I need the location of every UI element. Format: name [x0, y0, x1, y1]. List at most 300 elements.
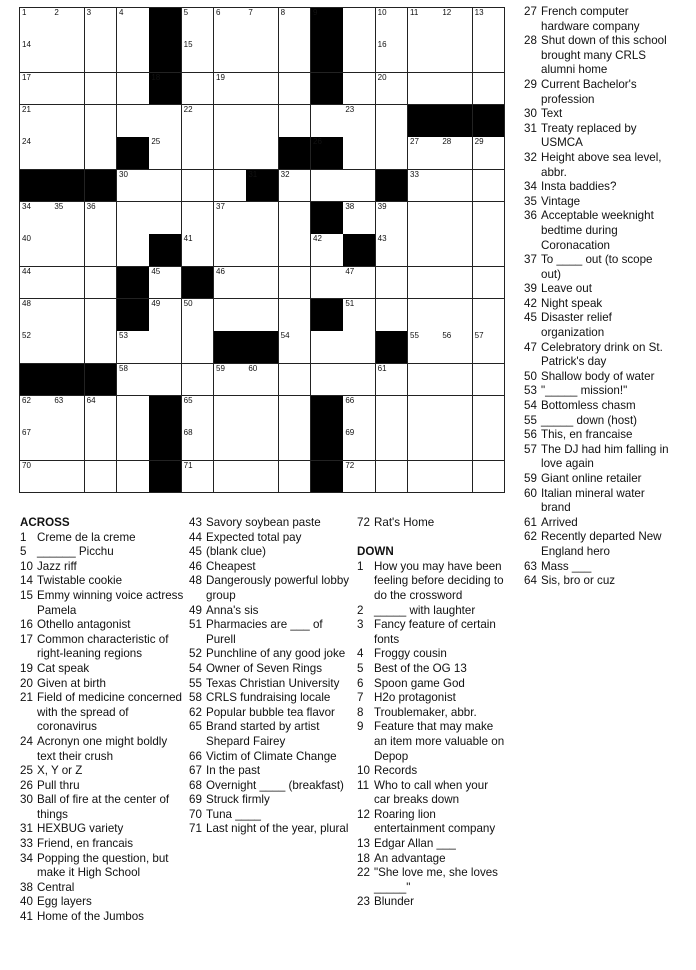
across-clue [189, 808, 354, 823]
across-clue [20, 764, 188, 779]
clue-number: 4 [357, 647, 364, 661]
grid-cell[interactable] [279, 105, 312, 138]
clue-text: Fancy feature of certain fonts [374, 618, 496, 646]
grid-cell[interactable] [52, 40, 85, 73]
grid-cell[interactable] [343, 461, 376, 494]
clue-number: 69 [189, 793, 202, 807]
grid-cell[interactable] [376, 234, 409, 267]
grid-cell[interactable] [246, 364, 279, 397]
grid-cell[interactable] [279, 299, 312, 332]
grid-cell[interactable] [85, 234, 118, 267]
down-clue [357, 779, 505, 808]
grid-cell[interactable] [182, 202, 215, 235]
down-clue [357, 647, 505, 662]
grid-cell[interactable] [343, 331, 376, 364]
grid-cell[interactable] [52, 137, 85, 170]
clue-text: Giant online retailer [541, 472, 642, 485]
clue-number: 35 [524, 194, 537, 208]
grid-cell[interactable] [246, 8, 279, 41]
grid-cell[interactable] [440, 8, 473, 41]
across-clue [20, 793, 188, 822]
grid-cell[interactable] [473, 137, 506, 170]
grid-cell[interactable] [52, 202, 85, 235]
clue-text: Emmy winning voice actress Pamela [37, 588, 184, 617]
grid-cell[interactable] [408, 267, 441, 300]
clue-text: To ____ out (to scope out) [541, 253, 653, 281]
grid-cell[interactable] [473, 364, 506, 397]
grid-cell[interactable] [473, 267, 506, 300]
cell-number: 31 [248, 169, 258, 179]
clue-text: Jazz riff [37, 559, 77, 573]
grid-cell[interactable] [376, 73, 409, 106]
grid-cell[interactable] [279, 364, 312, 397]
down-clue [524, 472, 674, 487]
grid-cell[interactable] [473, 234, 506, 267]
grid-cell[interactable] [20, 299, 53, 332]
grid-cell[interactable] [279, 170, 312, 203]
clue-text: Insta baddies? [541, 180, 617, 194]
cell-number: 54 [280, 331, 290, 341]
cell-number: 67 [22, 428, 31, 438]
grid-block [149, 461, 182, 494]
grid-cell[interactable] [408, 461, 441, 494]
grid-cell[interactable] [214, 299, 247, 332]
grid-cell[interactable] [149, 331, 182, 364]
grid-cell[interactable] [440, 331, 473, 364]
grid-cell[interactable] [85, 105, 118, 138]
grid-cell[interactable] [343, 267, 376, 300]
clue-number: 31 [20, 822, 33, 836]
grid-cell[interactable] [311, 364, 344, 397]
grid-cell[interactable] [149, 202, 182, 235]
grid-cell[interactable] [214, 267, 247, 300]
grid-cell[interactable] [473, 461, 506, 494]
cell-number: 11 [410, 8, 419, 17]
grid-cell[interactable] [149, 170, 182, 203]
across-clue [189, 531, 354, 546]
grid-cell[interactable] [343, 73, 376, 106]
clue-number: 43 [189, 516, 202, 529]
clue-text: In the past [206, 764, 261, 778]
grid-cell[interactable] [85, 8, 118, 41]
clue-number: 71 [189, 822, 202, 836]
clue-number: 39 [524, 282, 537, 296]
grid-cell[interactable] [20, 8, 53, 41]
grid-cell[interactable] [214, 8, 247, 41]
down-clue [524, 428, 674, 443]
across-clue [189, 516, 354, 531]
grid-cell[interactable] [343, 396, 376, 429]
across-clue [189, 604, 354, 619]
cell-number: 14 [22, 40, 31, 50]
grid-cell[interactable] [85, 299, 118, 332]
clue-text: Current Bachelor's profession [541, 77, 637, 106]
grid-cell[interactable] [20, 73, 53, 106]
grid-cell[interactable] [20, 137, 53, 170]
grid-block [149, 396, 182, 429]
grid-cell[interactable] [52, 8, 85, 41]
across-clue [189, 677, 354, 692]
grid-cell[interactable] [214, 396, 247, 429]
clues-column-3 [357, 516, 505, 910]
grid-cell[interactable] [182, 396, 215, 429]
grid-cell[interactable] [149, 299, 182, 332]
grid-cell[interactable] [473, 428, 506, 461]
grid-cell[interactable] [246, 428, 279, 461]
grid-cell[interactable] [246, 137, 279, 170]
grid-cell[interactable] [473, 8, 506, 41]
grid-cell[interactable] [279, 234, 312, 267]
grid-cell[interactable] [52, 234, 85, 267]
grid-cell[interactable] [182, 331, 215, 364]
grid-cell[interactable] [20, 202, 53, 235]
clue-number: 16 [20, 618, 33, 632]
grid-cell[interactable] [311, 331, 344, 364]
grid-cell[interactable] [246, 299, 279, 332]
grid-block [117, 267, 150, 300]
grid-cell[interactable] [182, 40, 215, 73]
grid-cell[interactable] [214, 364, 247, 397]
cell-number: 69 [345, 428, 355, 438]
across-clue [20, 618, 188, 633]
grid-cell[interactable] [214, 105, 247, 138]
grid-cell[interactable] [149, 105, 182, 138]
cell-number: 38 [345, 202, 355, 211]
cell-number: 9 [313, 8, 318, 17]
grid-block [311, 428, 344, 461]
clue-number: 48 [189, 574, 202, 588]
grid-cell[interactable] [311, 234, 344, 267]
clue-number: 17 [20, 632, 33, 646]
grid-cell[interactable] [440, 267, 473, 300]
clue-number: 54 [189, 661, 202, 675]
grid-cell[interactable] [182, 461, 215, 494]
cell-number: 1 [22, 8, 27, 17]
grid-cell[interactable] [85, 428, 118, 461]
grid-cell[interactable] [52, 299, 85, 332]
cell-number: 35 [54, 202, 64, 211]
clue-text: Owner of Seven Rings [206, 661, 322, 675]
grid-cell[interactable] [408, 299, 441, 332]
grid-cell[interactable] [279, 202, 312, 235]
grid-cell[interactable] [20, 331, 53, 364]
grid-cell[interactable] [376, 396, 409, 429]
grid-cell[interactable] [52, 331, 85, 364]
clue-number: 55 [189, 676, 202, 690]
clue-number: 31 [524, 121, 537, 135]
grid-block [376, 331, 409, 364]
grid-cell[interactable] [408, 202, 441, 235]
grid-cell[interactable] [117, 428, 150, 461]
grid-cell[interactable] [279, 8, 312, 41]
across-clue [189, 618, 354, 647]
clue-number: 19 [20, 661, 33, 675]
grid-cell[interactable] [343, 105, 376, 138]
grid-cell[interactable] [246, 234, 279, 267]
grid-cell[interactable] [117, 461, 150, 494]
grid-cell[interactable] [85, 396, 118, 429]
grid-cell[interactable] [246, 396, 279, 429]
clue-number: 21 [20, 691, 33, 705]
down-clue [524, 530, 674, 559]
cell-number: 29 [474, 137, 484, 147]
grid-cell[interactable] [376, 461, 409, 494]
grid-cell[interactable] [20, 40, 53, 73]
grid-cell[interactable] [117, 331, 150, 364]
clue-text: Punchline of any good joke [206, 647, 346, 661]
grid-cell[interactable] [440, 73, 473, 106]
clue-number: 45 [189, 545, 202, 559]
grid-cell[interactable] [311, 170, 344, 203]
clue-text: Arrived [541, 515, 578, 529]
grid-cell[interactable] [376, 8, 409, 41]
grid-cell[interactable] [246, 40, 279, 73]
grid-cell[interactable] [343, 364, 376, 397]
grid-cell[interactable] [52, 73, 85, 106]
grid-cell[interactable] [20, 461, 53, 494]
grid-cell[interactable] [85, 461, 118, 494]
grid-cell[interactable] [182, 73, 215, 106]
grid-cell[interactable] [408, 364, 441, 397]
grid-cell[interactable] [473, 73, 506, 106]
clue-text: CRLS fundraising locale [206, 691, 331, 705]
across-clue [20, 779, 188, 794]
grid-cell[interactable] [473, 202, 506, 235]
grid-cell[interactable] [117, 8, 150, 41]
grid-cell[interactable] [117, 73, 150, 106]
clue-text: Anna's sis [206, 603, 259, 617]
grid-cell[interactable] [440, 428, 473, 461]
cell-number: 60 [248, 363, 258, 373]
grid-cell[interactable] [149, 137, 182, 170]
grid-cell[interactable] [279, 267, 312, 300]
grid-cell[interactable] [408, 8, 441, 41]
grid-cell[interactable] [246, 267, 279, 300]
down-clue [524, 311, 674, 340]
grid-block [20, 364, 53, 397]
grid-cell[interactable] [182, 299, 215, 332]
grid-cell[interactable] [279, 331, 312, 364]
grid-cell[interactable] [408, 234, 441, 267]
clue-number: 28 [524, 34, 537, 48]
clue-number: 52 [189, 647, 202, 661]
grid-cell[interactable] [440, 396, 473, 429]
grid-cell[interactable] [311, 267, 344, 300]
grid-cell[interactable] [214, 234, 247, 267]
cell-number: 36 [86, 202, 96, 211]
grid-cell[interactable] [408, 428, 441, 461]
grid-cell[interactable] [117, 396, 150, 429]
grid-cell[interactable] [85, 40, 118, 73]
grid-cell[interactable] [440, 234, 473, 267]
grid-cell[interactable] [408, 40, 441, 73]
grid-cell[interactable] [182, 105, 215, 138]
grid-cell[interactable] [117, 364, 150, 397]
clue-text: Central [37, 880, 75, 894]
grid-cell[interactable] [117, 170, 150, 203]
cell-number: 61 [377, 363, 387, 373]
across-clue [189, 662, 354, 677]
clue-text: H2o protagonist [374, 691, 456, 705]
cell-number: 5 [183, 8, 189, 17]
grid-cell[interactable] [149, 364, 182, 397]
grid-cell[interactable] [214, 40, 247, 73]
grid-cell[interactable] [440, 299, 473, 332]
grid-cell[interactable] [52, 461, 85, 494]
grid-cell[interactable] [20, 428, 53, 461]
grid-block [117, 137, 150, 170]
grid-cell[interactable] [343, 428, 376, 461]
clue-number: 13 [357, 837, 370, 851]
clue-number: 12 [357, 807, 370, 821]
cell-number: 17 [22, 72, 31, 82]
grid-cell[interactable] [440, 137, 473, 170]
grid-cell[interactable] [52, 105, 85, 138]
down-clue [524, 282, 674, 297]
grid-cell[interactable] [214, 137, 247, 170]
grid-cell[interactable] [85, 331, 118, 364]
down-clue [357, 895, 505, 910]
grid-cell[interactable] [376, 202, 409, 235]
clue-text: Othello antagonist [37, 618, 131, 632]
clue-number: 51 [189, 618, 202, 632]
grid-cell[interactable] [440, 40, 473, 73]
grid-cell[interactable] [117, 40, 150, 73]
grid-cell[interactable] [20, 267, 53, 300]
grid-cell[interactable] [182, 137, 215, 170]
grid-cell[interactable] [182, 428, 215, 461]
clue-text: Height above sea level, abbr. [541, 150, 662, 179]
grid-block [311, 73, 344, 106]
clue-number: 41 [20, 910, 33, 924]
down-clue [524, 370, 674, 385]
clue-text: Tuna ____ [206, 807, 262, 821]
grid-cell[interactable] [117, 105, 150, 138]
clue-text: "_____ mission!" [541, 384, 628, 398]
grid-cell[interactable] [408, 396, 441, 429]
grid-cell[interactable] [440, 202, 473, 235]
grid-cell[interactable] [182, 234, 215, 267]
grid-cell[interactable] [85, 137, 118, 170]
clue-number: 15 [20, 588, 33, 602]
grid-cell[interactable] [408, 331, 441, 364]
grid-cell[interactable] [246, 202, 279, 235]
grid-cell[interactable] [473, 40, 506, 73]
grid-cell[interactable] [117, 234, 150, 267]
grid-cell[interactable] [440, 364, 473, 397]
grid-cell[interactable] [376, 299, 409, 332]
grid-cell[interactable] [182, 8, 215, 41]
grid-cell[interactable] [408, 170, 441, 203]
clue-number: 64 [524, 574, 537, 588]
grid-cell[interactable] [376, 40, 409, 73]
clue-text: Disaster relief organization [541, 311, 612, 340]
down-clue [357, 866, 505, 895]
grid-cell[interactable] [279, 461, 312, 494]
grid-cell[interactable] [376, 364, 409, 397]
grid-cell[interactable] [376, 267, 409, 300]
grid-cell[interactable] [473, 299, 506, 332]
grid-cell[interactable] [343, 137, 376, 170]
clue-text: An advantage [374, 851, 446, 865]
grid-block [149, 8, 182, 41]
grid-cell[interactable] [343, 170, 376, 203]
grid-cell[interactable] [20, 105, 53, 138]
clue-number: 38 [20, 880, 33, 894]
grid-cell[interactable] [408, 73, 441, 106]
grid-cell[interactable] [376, 105, 409, 138]
clue-number: 40 [20, 895, 33, 909]
grid-cell[interactable] [376, 428, 409, 461]
grid-cell[interactable] [85, 202, 118, 235]
grid-cell[interactable] [279, 396, 312, 429]
grid-cell[interactable] [473, 396, 506, 429]
grid-cell[interactable] [214, 428, 247, 461]
cell-number: 65 [183, 396, 193, 405]
grid-cell[interactable] [117, 202, 150, 235]
clue-text: Shallow body of water [541, 369, 655, 383]
grid-cell[interactable] [52, 428, 85, 461]
grid-cell[interactable] [149, 267, 182, 300]
grid-cell[interactable] [473, 331, 506, 364]
grid-cell[interactable] [214, 461, 247, 494]
grid-cell[interactable] [440, 170, 473, 203]
down-clue [524, 122, 674, 151]
grid-cell[interactable] [214, 73, 247, 106]
grid-cell[interactable] [279, 40, 312, 73]
grid-cell[interactable] [311, 105, 344, 138]
grid-cell[interactable] [85, 267, 118, 300]
clue-number: 30 [20, 793, 33, 807]
grid-cell[interactable] [214, 202, 247, 235]
grid-cell[interactable] [440, 461, 473, 494]
clue-text: Texas Christian University [206, 676, 340, 690]
grid-cell[interactable] [473, 170, 506, 203]
grid-cell[interactable] [214, 170, 247, 203]
grid-cell[interactable] [85, 73, 118, 106]
clue-text: Italian mineral water brand [541, 486, 645, 515]
clue-text: Roaring lion entertainment company [374, 807, 496, 836]
grid-cell[interactable] [182, 170, 215, 203]
grid-block [20, 170, 53, 203]
grid-cell[interactable] [279, 428, 312, 461]
grid-cell[interactable] [52, 267, 85, 300]
cell-number: 45 [151, 266, 161, 276]
grid-cell[interactable] [182, 364, 215, 397]
grid-cell[interactable] [20, 234, 53, 267]
grid-cell[interactable] [20, 396, 53, 429]
grid-cell[interactable] [343, 8, 376, 41]
grid-cell[interactable] [246, 461, 279, 494]
grid-cell[interactable] [52, 396, 85, 429]
clue-text: Field of medicine concerned with the spread of coronavirus [37, 691, 183, 734]
down-clue [524, 487, 674, 516]
grid-cell[interactable] [343, 202, 376, 235]
across-clue [189, 793, 354, 808]
grid-cell[interactable] [376, 137, 409, 170]
clue-number: 8 [357, 705, 364, 719]
grid-cell[interactable] [343, 299, 376, 332]
clue-number: 59 [524, 472, 537, 485]
grid-cell[interactable] [408, 137, 441, 170]
grid-cell[interactable] [279, 73, 312, 106]
cell-number: 22 [183, 105, 193, 114]
down-clue [357, 691, 505, 706]
grid-cell[interactable] [343, 40, 376, 73]
grid-cell[interactable] [246, 73, 279, 106]
grid-cell[interactable] [246, 105, 279, 138]
clue-number: 29 [524, 77, 537, 91]
